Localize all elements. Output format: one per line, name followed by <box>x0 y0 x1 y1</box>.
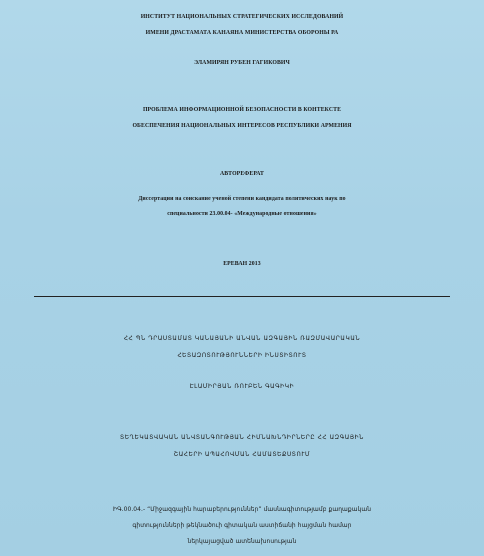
armenian-institute-line-1: ՀՀ ՊՆ ԴՐԱՍՏԱՄԱՏ ԿԱՆԱՅԱՆԻ ԱՆՎԱՆ ԱԶԳԱՅԻՆ ՌԱԶՄԱՎԱՐԱԿԱՆ <box>123 336 361 342</box>
armenian-specialty-line-1: ԻԳ.00.04.- “Միջազգային հարաբերություններ” մասնագիտությամբ քաղաքական <box>112 507 372 513</box>
armenian-institute-line-2: ՀԵՏԱԶՈՏՈՒԹՅՈՒՆՆԵՐԻ ԻՆՍՏԻՏՈՒՏ <box>177 353 307 359</box>
russian-dissertation-line-2: специальности 23.00.04- «Международные отношения» <box>167 211 317 217</box>
armenian-author-name: ԷԼԱՄԻՐՅԱՆ ՌՈՒԲԵՆ ԳԱԳԻԿԻ <box>189 384 295 390</box>
armenian-specialty-line-3: ներկայացված ատենախոսության <box>187 539 297 545</box>
russian-title-line-2: ОБЕСПЕЧЕНИЯ НАЦИОНАЛЬНЫХ ИНТЕРЕСОВ РЕСПУБЛИКИ АРМЕНИЯ <box>132 123 352 129</box>
russian-doc-type: АВТОРЕФЕРАТ <box>220 171 264 177</box>
armenian-title-line-2: ՇԱՀԵՐԻ ԱՊԱՀՈՎՄԱՆ ՀԱՄԱՏԵՔՍՏՈՒՄ <box>173 452 311 458</box>
armenian-specialty-line-2: գիտությունների թեկնածուի գիտական աստիճանի հայցման համար <box>132 523 352 529</box>
russian-dissertation-line-1: Диссертации на соискание ученой степени кандидата политических наук по <box>138 196 346 202</box>
section-divider <box>34 296 450 297</box>
russian-title-line-1: ПРОБЛЕМА ИНФОРМАЦИОННОЙ БЕЗОПАСНОСТИ В КОНТЕКСТЕ <box>142 107 342 113</box>
russian-institute-line-1: ИНСТИТУТ НАЦИОНАЛЬНЫХ СТРАТЕГИЧЕСКИХ ИССЛЕДОВАНИЙ <box>140 14 344 20</box>
russian-city-year: ЕРЕВАН 2013 <box>223 261 261 267</box>
russian-institute-line-2: ИМЕНИ ДРАСТАМАТА КАНАЯНА МИНИСТЕРСТВА ОБОРОНЫ РА <box>145 30 339 36</box>
armenian-title-line-1: ՏԵՂԵԿԱՏՎԱԿԱՆ ԱՆՎՏԱՆԳՈՒԹՅԱՆ ՀԻՄՆԱԽՆԴԻՐՆԵՐԸ ՀՀ ԱԶԳԱՅԻՆ <box>120 435 364 441</box>
russian-author-name: ЭЛАМИРЯН РУБЕН ГАГИКОВИЧ <box>194 60 290 66</box>
